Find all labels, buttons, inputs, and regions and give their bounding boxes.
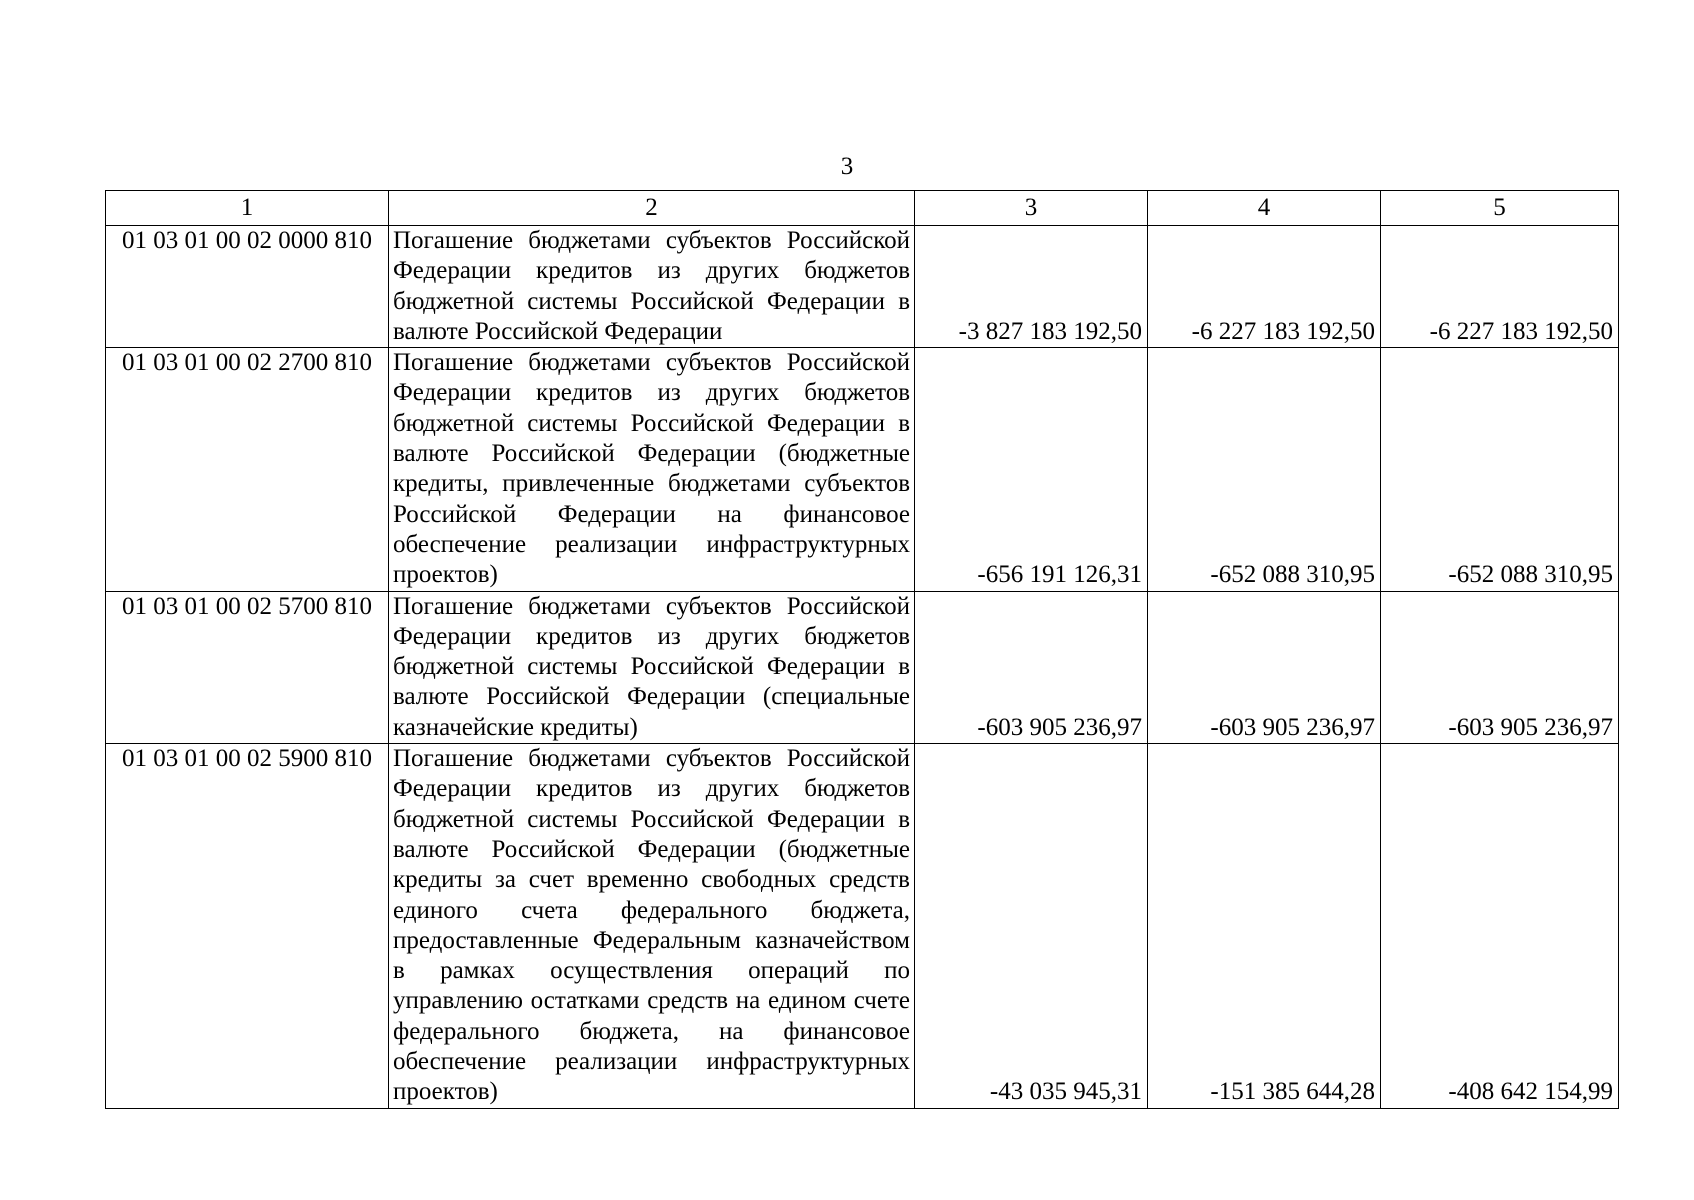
column-header-5: 5 [1381,191,1619,226]
table-row [106,591,1619,743]
amount-col-3: -3 827 183 192,50 [915,226,1148,348]
amount-col-3: -603 905 236,97 [915,591,1148,743]
item-name-text: Погашение бюджетами субъектов Российской Федерации кредитов из других бюджетов бюджетной системы Российской Федерации в валюте Российской Федерации (бюджетные кредиты за счет временно свободных средств единого счета федерального бюджета, предоставленные Федеральным казначейством в рамках осуществления операций по управлению остатками средств на едином счете федерального бюджета, на финансовое обеспечение реализации инфраструктурных проектов) [393,745,910,1106]
amount-col-5: -652 088 310,95 [1381,348,1619,591]
table-row [106,348,1619,591]
table-row [106,226,1619,348]
item-name-text: Погашение бюджетами субъектов Российской Федерации кредитов из других бюджетов бюджетной системы Российской Федерации в валюте Российской Федерации (бюджетные кредиты, привлеченные бюджетами субъектов Российской Федерации на финансовое обеспечение реализации инфраструктурных проектов) [393,349,910,589]
amount-col-4: -603 905 236,97 [1148,591,1381,743]
item-name-text: Погашение бюджетами субъектов Российской Федерации кредитов из других бюджетов бюджетной системы Российской Федерации в валюте Российской Федерации [393,227,910,345]
amount-col-3: -656 191 126,31 [915,348,1148,591]
table-header-row [106,191,1619,226]
budget-code: 01 03 01 00 02 5700 810 [106,591,389,743]
item-name [389,744,915,1109]
column-header-4: 4 [1148,191,1381,226]
column-header-1: 1 [106,191,389,226]
amount-col-5: -408 642 154,99 [1381,744,1619,1109]
amount-col-4: -6 227 183 192,50 [1148,226,1381,348]
column-header-2: 2 [389,191,915,226]
amount-col-4: -151 385 644,28 [1148,744,1381,1109]
budget-code: 01 03 01 00 02 2700 810 [106,348,389,591]
item-name [389,226,915,348]
item-name-text: Погашение бюджетами субъектов Российской Федерации кредитов из других бюджетов бюджетной системы Российской Федерации в валюте Российской Федерации (специальные казначейские кредиты) [393,592,910,741]
amount-col-5: -6 227 183 192,50 [1381,226,1619,348]
page-number: 3 [840,153,854,180]
budget-table [105,190,1619,1109]
budget-code: 01 03 01 00 02 0000 810 [106,226,389,348]
item-name [389,591,915,743]
amount-col-3: -43 035 945,31 [915,744,1148,1109]
budget-code: 01 03 01 00 02 5900 810 [106,744,389,1109]
table-row [106,744,1619,1109]
column-header-3: 3 [915,191,1148,226]
item-name [389,348,915,591]
amount-col-4: -652 088 310,95 [1148,348,1381,591]
amount-col-5: -603 905 236,97 [1381,591,1619,743]
